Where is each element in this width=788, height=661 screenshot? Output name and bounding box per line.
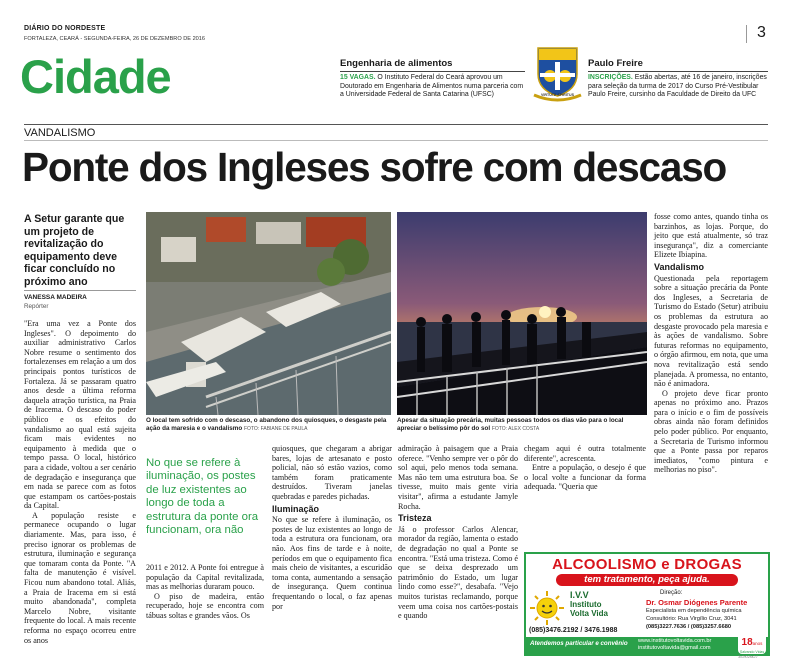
ad-address: Consultório: Rua Virgílio Cruz, 3041	[646, 616, 737, 622]
subhead-vandalismo: Vandalismo	[654, 261, 705, 272]
ad-org-name2: Volta Vida	[570, 609, 608, 618]
column-3	[272, 444, 392, 611]
column-5	[524, 444, 646, 492]
photo-1-image	[146, 212, 391, 415]
kicker-rule-bottom	[24, 140, 768, 141]
ad-org-short: I.V.V	[570, 590, 589, 600]
header-divider	[746, 25, 747, 43]
col2-paragraph: O piso de madeira, então recuperado, hoje se encontra com tábuas soltas e grandes vãos. Os	[146, 591, 264, 620]
photo-1-caption	[146, 417, 391, 433]
deck: A Setur garante que um projeto de revitalização do equipamento deve ficar concluído no próximo ano	[24, 213, 125, 288]
ad-badge-brand: Salvando Vidas	[739, 650, 765, 654]
brief-left-title: Engenharia de alimentos	[340, 58, 525, 72]
brief-left	[340, 58, 525, 100]
ad-code: 3c2f02fa27	[738, 654, 758, 659]
col1-paragraph: "Era uma vez a Ponte dos Ingleses". O depoimento do auxiliar administrativo Carlos Nobre resume o sentimento dos fortalezenses em relação a um dos principais pontos turísticos de Fortaleza. Já se passaram quatro anos desde a última reforma daquela atração turística, na Praia de Iracema. O descaso do poder público e os efeitos do vandalismo ao qual está sujeita ficam mais evidentes no equipamento à medida que o tempo passa. O local, histórico para a cidade, voltou a ser cenário de degradação e insegurança que em nada se parece com as fotos que estampam os cartões-postais da Capital.	[24, 319, 136, 511]
col3-paragraph: No que se refere à iluminação, os postes de luz existentes ao longo de toda a estrutura ora funcionam, ora não. Aos fins de tarde e à noite, períodos em que o equipamento fica mais cheio de visitantes, a escuridão toma conta, aumentando a sensação de insegurança. Quem continua frequentando o local, o faz apenas por	[272, 515, 392, 611]
ad-phones: (085)3476.2192 / 3476.1988	[529, 627, 618, 634]
col4-paragraph: Já o professor Carlos Alencar, morador da região, lamenta o estado de degradação no qual a Ponte se encontra. "Está uma tristeza. Como é que se deixa desprezado um patrimônio do Estado, um lugar lindo como esse?", desabafa. "Vejo muitos turistas reclamando, porque veem uma coisa nos cartões-postais e quando	[398, 524, 518, 621]
photo-bridge-kiosks	[146, 212, 391, 415]
ad-badge-num: 18	[741, 637, 753, 648]
column-2	[146, 563, 264, 621]
ad-website: www.institutovoltavida.com.br	[638, 638, 712, 644]
col2-paragraph: 2011 e 2012. A Ponte foi entregue à população da Capital revitalizada, mas as melhorias duraram pouco.	[146, 563, 264, 592]
brief-left-body	[340, 74, 525, 100]
column-1	[24, 319, 136, 645]
col4-paragraph: admiração à paisagem que a Praia oferece. "Venho sempre ver o pôr do sol aqui, pelo menos toda semana. Mas não tem uma estrutura boa. Se tivesse, muito mais gente viria visitar", afirma a estudante Jamyle Rocha.	[398, 444, 518, 511]
photo-sunset-bridge	[397, 212, 647, 415]
brief-right-tag: INSCRIÇÕES.	[588, 74, 633, 81]
column-6	[654, 212, 768, 475]
sun-icon	[529, 590, 565, 626]
brief-right-title: Paulo Freire	[588, 58, 768, 72]
ad-office-phones: (085)3227.7636 / (085)3257.6680	[646, 624, 732, 630]
photo-2-caption	[397, 417, 647, 433]
ad-org-name1: Instituto	[570, 600, 602, 609]
ad-service: Atendemos particular e convênio	[530, 640, 628, 647]
ad-sun-logo	[529, 590, 565, 626]
seal-motto: VIRTUTE SPIRITUS	[541, 93, 574, 97]
photo-1-caption-text: O local tem sofrido com o descaso, o abandono dos quiosques, o desgaste pela ação da maresia e o vandalismo	[146, 417, 387, 432]
advertisement	[524, 552, 770, 656]
ad-anniversary-badge	[738, 632, 766, 654]
col6-paragraph: O projeto deve ficar pronto apenas no próximo ano. Prazos para o início e o fim de possíveis obras ainda não foram definidos pelo poder público. Por enquanto, a Secretaria de Turismo informou que a Ponte passa por reparos imediatos, "como pintura e melhorias no piso".	[654, 388, 768, 475]
col6-paragraph: Questionada pela reportagem sobre a situação precária da Ponte dos Ingleses, a Secretaria de Turismo do Estado (Setur) atribuiu os problemas da estrutura ao desgaste provocado pela maresia e às ações de vandalismo. Sobre futuras reformas no equipamento, o órgão afirmou, em nota, que uma nova revitalização está sendo planejada. A promessa, no entanto, não é animadora.	[654, 273, 768, 389]
ad-subtitle: tem tratamento, peça ajuda.	[556, 574, 738, 586]
photo-1-credit: FOTO: FABIANE DE PAULA	[244, 425, 308, 432]
brief-right	[588, 58, 768, 100]
col1-paragraph: A população resiste e permanece ocupando o lugar diariamente. Mas, para isso, é preciso ignorar os problemas de estrutura, iluminação e segurança que tomaram conta da Ponte. "A falta de manutenção é visível. Ficou num abandono total. Aliás, a Praia de Iracema em si está muito abandonada", completa Marcelo Nobre, visitante frequente do local. A mais recente reforma no espaço ocorreu entre os anos	[24, 510, 136, 645]
brief-left-tag: 15 VAGAS.	[340, 74, 376, 81]
ad-title: ALCOOLISMO e DROGAS	[552, 556, 742, 573]
dateline: FORTALEZA, CEARÁ - SEGUNDA-FEIRA, 26 DE DEZEMBRO DE 2016	[24, 36, 206, 42]
headline: Ponte dos Ingleses sofre com descaso	[22, 144, 727, 190]
subhead-iluminacao: Iluminação	[272, 503, 320, 514]
photo-2-image	[397, 212, 647, 415]
brief-right-body	[588, 74, 768, 100]
pull-quote: No que se refere à iluminação, os postes de luz existentes ao longo de toda a estrutura da ponte ora funcionam, ora não	[146, 457, 259, 537]
photo-2-caption-text: Apesar da situação precária, muitas pessoas todos os dias vão para o local apreciar o belíssimo pôr do sol	[397, 417, 624, 432]
brief-right-text: Estão abertas, até 16 de janeiro, inscrições para seleção da turma de 2017 do Curso Pré-Vestibular Paulo Freire, cursinho da Faculdade de Direito da UFC	[588, 74, 767, 99]
byline-name: VANESSA MADEIRA	[24, 294, 87, 301]
page-number: 3	[757, 24, 766, 41]
subhead-tristeza: Tristeza	[398, 513, 432, 524]
ad-specialty: Especialista em dependência química	[646, 608, 742, 614]
col3-paragraph: quiosques, que chegaram a abrigar bares, lojas de artesanato e posto policial, não só estão vazios, como também foram praticamente destruídos. Tiveram janelas quebradas e paredes pichadas.	[272, 444, 392, 501]
ad-badge-unit: anos	[752, 641, 763, 646]
kicker: VANDALISMO	[24, 127, 96, 139]
brief-left-text: O Instituto Federal do Ceará aprovou um Doutorado em Engenharia de Alimentos numa parceria com a Universidade Federal de Santa Catarina (UFSC)	[340, 74, 524, 99]
ad-direction-label: Direção:	[660, 590, 683, 596]
byline-rule	[24, 290, 136, 291]
university-seal	[530, 44, 585, 104]
byline-role: Repórter	[24, 303, 49, 310]
ad-director: Dr. Osmar Diógenes Parente	[646, 598, 748, 607]
section-title: Cidade	[20, 50, 171, 103]
col5-paragraph: chegam aqui é outra totalmente diferente", acrescenta.	[524, 444, 646, 463]
ad-email: institutovoltavida@gmail.com	[638, 645, 711, 651]
column-4	[398, 444, 518, 621]
kicker-rule	[24, 124, 768, 125]
photo-2-credit: FOTO: ALEX COSTA	[491, 425, 540, 432]
paper-name: DIÁRIO DO NORDESTE	[24, 25, 106, 32]
col6-paragraph: fosse como antes, quando tinha os barzinhos, as lojas. Porque, do jeito que está atualmente, só traz insegurança", diz a comerciante Elizete Ibiapina.	[654, 212, 768, 260]
col5-paragraph: Entre a população, o desejo é que o local volte a funcionar da forma adequada. "Queria que	[524, 463, 646, 492]
